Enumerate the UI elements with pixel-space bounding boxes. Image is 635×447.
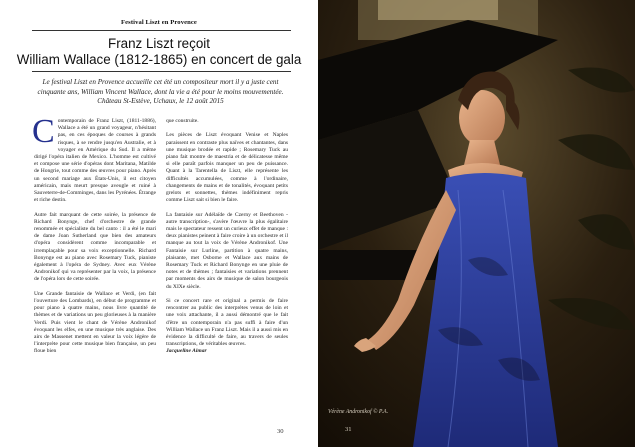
section-label: Festival Liszt en Provence xyxy=(121,19,197,26)
singer-photo xyxy=(318,0,635,447)
page-number-left: 30 xyxy=(277,428,284,435)
paragraph: Les pièces de Liszt évoquant Venise et Naples paraissent en contraste plus naïves et chantantes, dans une musique brodée et rapide ; Rosemary Tuck au piano fait montre de maestria et de délicatesse même si elle paraît parfois manquer un peu de puissance. Quant à la Tarentella de Liszt, elle représente les difficultés accumulées, comme à l'ordinaire, changements de mains et de tonalités, évoquant petits grelots et sonnettes, thèmes indéfiniment repris comme Liszt sait si bien le faire. xyxy=(166,132,288,204)
article-title-line1: Franz Liszt reçoit xyxy=(108,36,210,51)
text-column-left xyxy=(32,113,156,363)
text-column-right xyxy=(166,118,288,356)
article-title-line2: William Wallace (1812-1865) en concert de gala xyxy=(16,52,302,67)
paragraph: Une Grande fantaisie de Wallace et Verdi, (en fait l'ouverture des Lombards), en début de programme et pour piano à quatre mains, nous livre quantité de thèmes et de variations un peu glorieuses à la manière Verdi. Puis vient le chant de Vérène Andronikof évoquant les elfes, en une musique très anglaise. Des airs de Massenet mettent en valeur la voix légère de l'interprète pour cette musique bien française, un peu floue bien xyxy=(34,290,156,355)
paragraph: Si ce concert rare et original a permis de faire rencontrer au public des interprètes venus de loin et une voix attachante, il a aussi démontré que le fait d'être un contemporain n'a pas suffi à faire d'un William Wallace un Franz Liszt. Mais il a aussi mis en évidence la difficulté de faire, au travers de seules transcriptions, de véritables œuvres. xyxy=(166,298,288,348)
paragraph: que construite. xyxy=(166,118,199,124)
paragraph: Contemporain de Franz Liszt, (1811-1886), Wallace a été un grand voyageur, n'hésitant pas, en ces époques de courses à grands risques, à se rendre jusqu'en Australie, et à voyager en Amérique du Sud. Il a même dirigé l'opéra italien de Mexico. L'homme est cultivé et compose une série d'opéras dont Maritana, Matilde de Hongrie, tout comme des œuvres pour piano. Après un second mariage aux États-Unis, il est citoyen américain, mais meurt presque aveugle et ruiné à Sauveterre-de-Comminges, dans les Pyrénées. Étrange et riche destin. xyxy=(32,113,156,204)
top-rule xyxy=(32,30,291,31)
author-signature: Jacqueline Aimar xyxy=(166,348,207,355)
drop-cap: C xyxy=(32,113,55,150)
photo-caption: Vérène Andronikof © P.A. xyxy=(328,409,389,415)
paragraph: Autre fait marquant de cette soirée, la présence de Richard Bonynge, chef d'orchestre de grande renommée et spécialiste du bel canto : il a été le mari de dame Joan Sutherland que bien des amateurs d'opéra considèrent comme incomparable et irremplaçable pour sa voix exceptionnelle. Richard Bonynge est au piano avec Rosemary Tuck, pianiste également à l'opéra de Sydney. Avec eux Vérène Andronikof qui va représenter par la voix, la présence de l'opéra lors de cette soirée. xyxy=(34,211,156,283)
page-number-right: 31 xyxy=(345,426,352,433)
paragraph: La fantaisie sur Adélaïde de Czerny et Beethoven -autre transcription-, s'avère l'œuvre la plus égalitaire mais le spectateur ressent un curieux effet de manque : deux pianistes peinent à faire croire à un orchestre et il manque au tout la voix de Vérène Andronikof. Une Fantaisie sur Lurline, partition à quatre mains, plaisante, met Osborne et Wallace aux mains de Rosemary Tuck et Richard Bonynge en une pluie de notes et de thèmes ; fantaisies et variations prennent par moments des airs de musique de salon bourgeois du XIXe siècle. xyxy=(166,211,288,290)
title-rule xyxy=(32,71,291,72)
article-lead: Le festival Liszt en Provence accueille cet été un compositeur mort il y a juste cent cinquante ans, William Vincent Wallace, dont la vie a été pour le moins mouvementée. Château St-Estève, Uchaux, le 12 août 2015 xyxy=(37,78,284,106)
right-page-photo xyxy=(318,0,635,447)
